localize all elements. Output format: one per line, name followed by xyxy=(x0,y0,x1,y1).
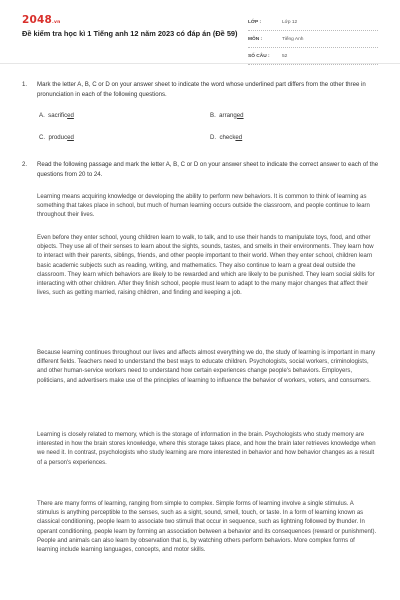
meta-row-class xyxy=(248,14,378,31)
page-header xyxy=(0,0,400,62)
passage-paragraph-3 xyxy=(37,349,377,386)
paragraph-text: Learning means acquiring knowledge or developing the ability to perform new behaviors. It is common to think of learning as something that takes place in school, but much of human learning occurs outside the classroom, and people continue to learn throughout their lives. xyxy=(37,194,370,219)
meta-value: Lớp 12 xyxy=(282,19,298,25)
question-text: Mark the letter A, B, C or D on your answer sheet to indicate the word whose underlined part differs from the other three in pronunciation in each of the following questions. xyxy=(37,81,366,98)
logo-main-text: 2048 xyxy=(22,14,53,26)
paragraph-text: Even before they enter school, young children learn to walk, to talk, and to use their hands to manipulate toys, food, and other objects. They use all of their senses to learn about the sights, sounds, tastes, and smells in their environments. They learn how to interact with their parents, siblings, friends, and other people important to their world. When they enter school, children learn basic academic subjects such as reading, writing, and mathematics. They also continue to learn a great deal outside the classroom. They learn which behaviors are likely to be rewarded and which are likely to be punished. They learn social skills for interacting with other children. After they finish school, people must learn to adapt to the many major changes that affect their lives, such as getting married, raising children, and finding and keeping a job. xyxy=(37,235,375,297)
option-letter: A. xyxy=(39,112,45,119)
question-number: 2. xyxy=(22,161,28,168)
option-stem: produc xyxy=(48,134,68,141)
passage-paragraph-5 xyxy=(37,500,377,555)
option-stem: check xyxy=(219,134,236,141)
option-underlined: ed xyxy=(67,112,74,119)
option-letter: D. xyxy=(210,134,217,141)
question-1 xyxy=(22,80,382,160)
meta-value: 52 xyxy=(282,53,288,59)
meta-value: Tiếng Anh xyxy=(282,36,304,42)
question-number: 1. xyxy=(22,81,28,88)
option-stem: sacrific xyxy=(48,112,68,119)
option-stem: arrang xyxy=(219,112,237,119)
option-underlined: ed xyxy=(236,112,244,119)
question-2 xyxy=(22,160,382,184)
option-d[interactable] xyxy=(210,134,242,141)
document-meta xyxy=(248,14,378,65)
paragraph-text: Learning is closely related to memory, which is the storage of information in the brain. Psychologists who study memory are interested in how the brain stores knowledge, where this storage takes place, and how the brain later retrieves knowledge when we need it. In contrast, psychologists who study learning are more interested in behavior and how behavior changes as a result of a person's experiences. xyxy=(37,432,376,466)
option-a[interactable] xyxy=(39,112,74,119)
passage-paragraph-1 xyxy=(37,193,377,221)
passage-paragraph-4 xyxy=(37,431,377,468)
option-c[interactable] xyxy=(39,134,74,141)
meta-row-subject xyxy=(248,31,378,48)
question-text: Read the following passage and mark the letter A, B, C or D on your answer sheet to indicate the correct answer to each of the questions from 20 to 24. xyxy=(37,161,379,178)
header-divider xyxy=(0,63,400,64)
paragraph-text: There are many forms of learning, ranging from simple to complex. Simple forms of learning involve a single stimulus. A stimulus is anything perceptible to the senses, such as a sight, sound, smell, touch, or taste. In a form of learning known as classical conditioning, people learn to associate two stimuli that occur in sequence, such as lightning followed by thunder. In operant conditioning, people learn by forming an association between a behavior and its consequences (reward or punishment). People and animals can also learn by observation that is, by watching others perform behaviors. More complex forms of learning include learning languages, concepts, and motor skills. xyxy=(37,501,377,554)
logo-domain-text: .vn xyxy=(52,20,61,25)
option-underlined: ed xyxy=(67,134,74,141)
site-logo[interactable] xyxy=(22,14,60,26)
option-letter: C. xyxy=(39,134,46,141)
option-letter: B. xyxy=(210,112,216,119)
passage-paragraph-2 xyxy=(37,234,377,298)
option-underlined: ed xyxy=(235,134,243,141)
meta-key: MÔN : xyxy=(248,36,263,42)
option-b[interactable] xyxy=(210,112,244,119)
document-title: Đề kiểm tra học kì 1 Tiếng anh 12 năm 2023 có đáp án (Đề 59) xyxy=(22,29,238,38)
meta-key: LỚP : xyxy=(248,19,262,25)
paragraph-text: Because learning continues throughout our lives and affects almost everything we do, the study of learning is important in many different fields. Teachers need to understand the best ways to educate children. Psychologists, social workers, criminologists, and other human-service workers need to understand how certain experiences change people's behaviors. Employers, politicians, and advertisers make use of the principles of learning to influence the behavior of workers, voters, and consumers. xyxy=(37,350,376,384)
meta-key: SỐ CÂU : xyxy=(248,53,270,59)
